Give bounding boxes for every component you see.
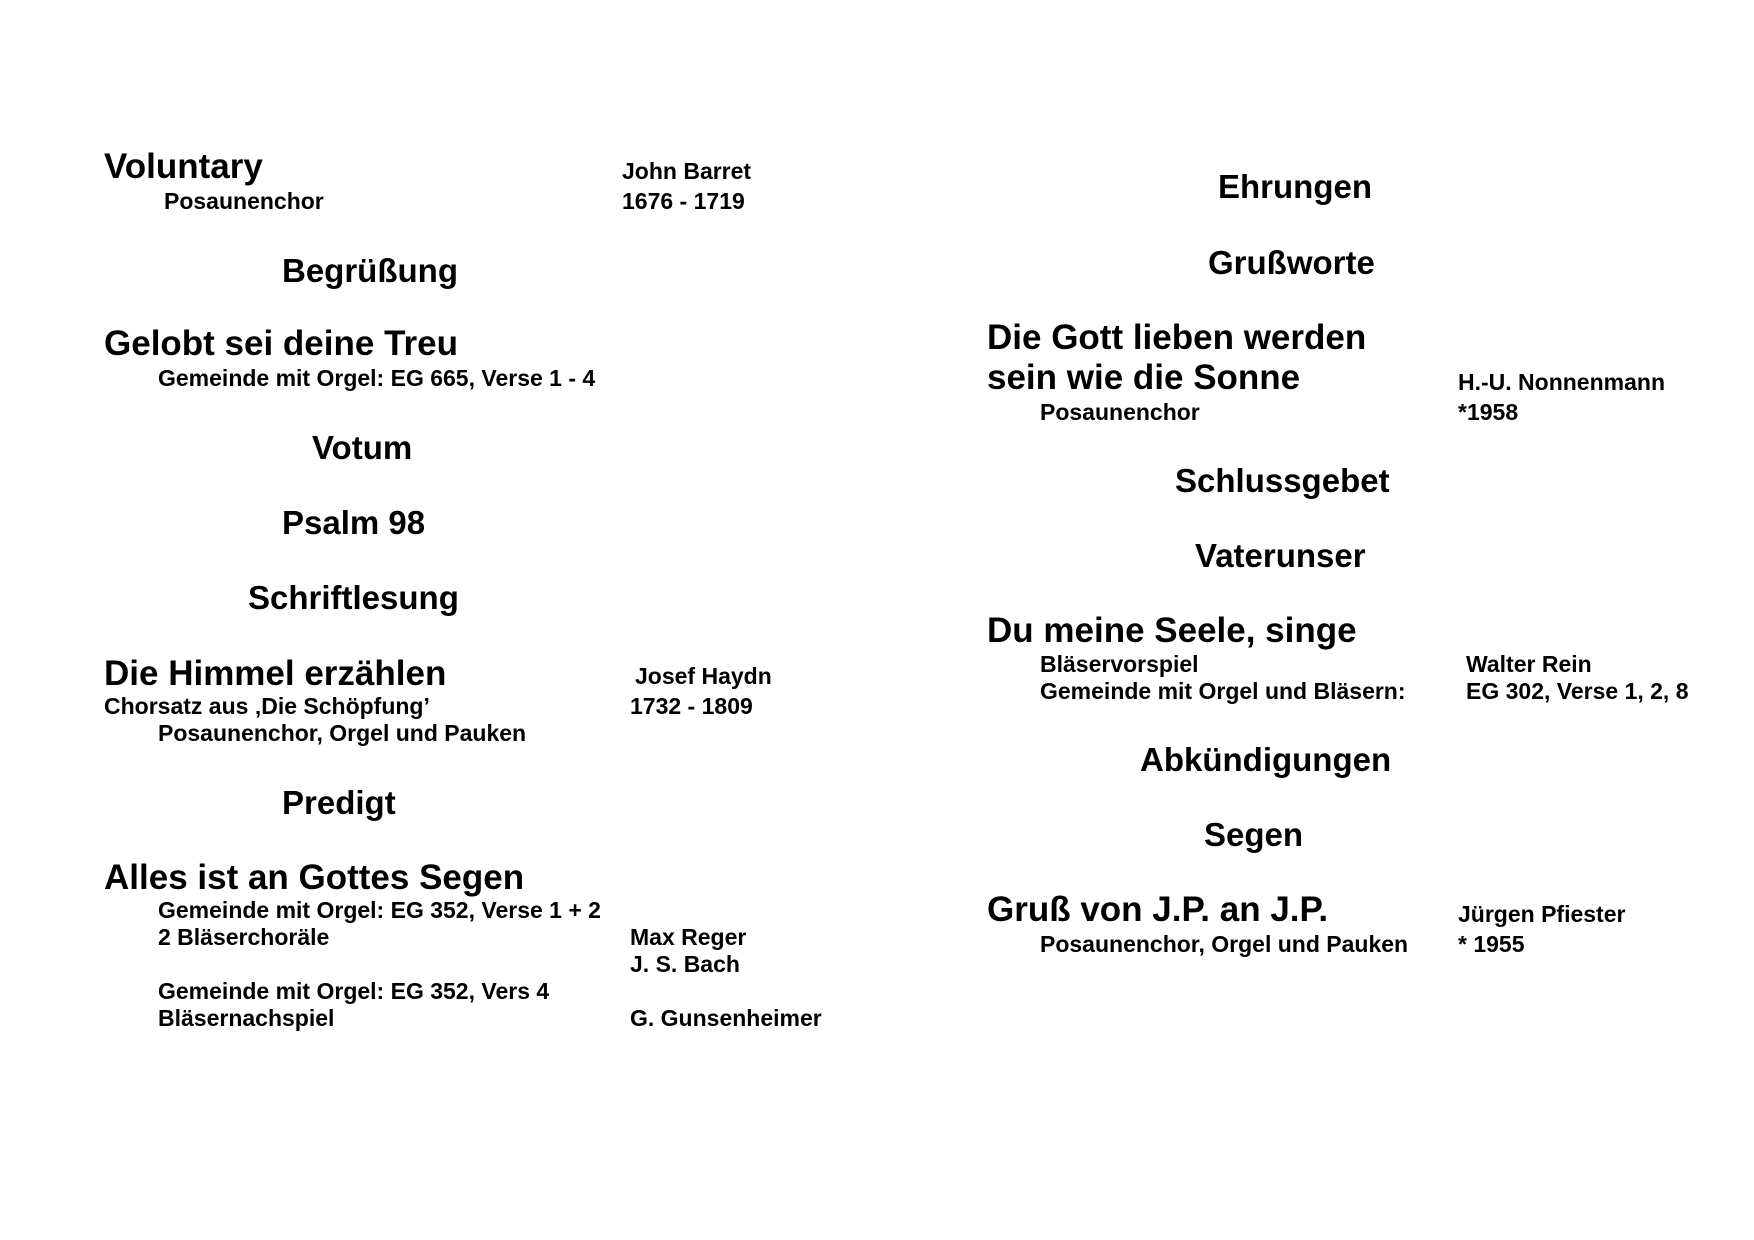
alles-title: Alles ist an Gottes Segen bbox=[104, 858, 525, 897]
himmel-title: Die Himmel erzählen bbox=[104, 654, 447, 693]
begruessung-heading: Begrüßung bbox=[282, 252, 458, 289]
alles-line1: Gemeinde mit Orgel: EG 352, Verse 1 + 2 bbox=[158, 897, 601, 923]
voluntary-years: 1676 - 1719 bbox=[622, 188, 745, 214]
alles-line2-composer: Max Reger bbox=[630, 924, 747, 950]
alles-line5-composer: G. Gunsenheimer bbox=[630, 1005, 822, 1031]
segen-heading: Segen bbox=[1204, 816, 1304, 853]
himmel-performer: Posaunenchor, Orgel und Pauken bbox=[158, 720, 527, 746]
voluntary-title: Voluntary bbox=[104, 147, 263, 186]
grussworte-heading: Grußworte bbox=[1208, 244, 1375, 281]
himmel-years: 1732 - 1809 bbox=[630, 693, 753, 719]
vaterunser-heading: Vaterunser bbox=[1195, 537, 1366, 574]
alles-line3-composer: J. S. Bach bbox=[630, 951, 740, 977]
voluntary-performer: Posaunenchor bbox=[164, 188, 324, 214]
gelobt-title: Gelobt sei deine Treu bbox=[104, 324, 458, 363]
himmel-chorsatz: Chorsatz aus ‚Die Schöpfung’ bbox=[104, 693, 430, 719]
alles-line2: 2 Bläserchoräle bbox=[158, 924, 330, 950]
sonne-title-line1: Die Gott lieben werden bbox=[987, 318, 1367, 357]
seele-line2: Gemeinde mit Orgel und Bläsern: bbox=[1040, 678, 1406, 704]
abkuendigungen-heading: Abkündigungen bbox=[1140, 741, 1392, 778]
gruss-composer: Jürgen Pfiester bbox=[1458, 901, 1626, 927]
sonne-years: *1958 bbox=[1458, 399, 1519, 425]
votum-heading: Votum bbox=[312, 429, 413, 466]
psalm-heading: Psalm 98 bbox=[282, 504, 426, 541]
gelobt-detail: Gemeinde mit Orgel: EG 665, Verse 1 - 4 bbox=[158, 365, 596, 391]
sonne-title-line2: sein wie die Sonne bbox=[987, 358, 1301, 397]
ehrungen-heading: Ehrungen bbox=[1218, 168, 1372, 205]
himmel-composer: Josef Haydn bbox=[635, 663, 772, 689]
gruss-years: * 1955 bbox=[1458, 931, 1525, 957]
seele-line1-composer: Walter Rein bbox=[1466, 651, 1592, 677]
predigt-heading: Predigt bbox=[282, 784, 396, 821]
sonne-composer: H.-U. Nonnenmann bbox=[1458, 369, 1665, 395]
seele-line2-ref: EG 302, Verse 1, 2, 8 bbox=[1466, 678, 1689, 704]
alles-line5: Bläsernachspiel bbox=[158, 1005, 335, 1031]
schriftlesung-heading: Schriftlesung bbox=[248, 579, 459, 616]
gruss-title: Gruß von J.P. an J.P. bbox=[987, 890, 1329, 929]
gruss-performer: Posaunenchor, Orgel und Pauken bbox=[1040, 931, 1409, 957]
sonne-performer: Posaunenchor bbox=[1040, 399, 1200, 425]
seele-title: Du meine Seele, singe bbox=[987, 611, 1357, 650]
schlussgebet-heading: Schlussgebet bbox=[1175, 462, 1390, 499]
voluntary-composer: John Barret bbox=[622, 158, 752, 184]
alles-line4: Gemeinde mit Orgel: EG 352, Vers 4 bbox=[158, 978, 550, 1004]
seele-line1: Bläservorspiel bbox=[1040, 651, 1199, 677]
